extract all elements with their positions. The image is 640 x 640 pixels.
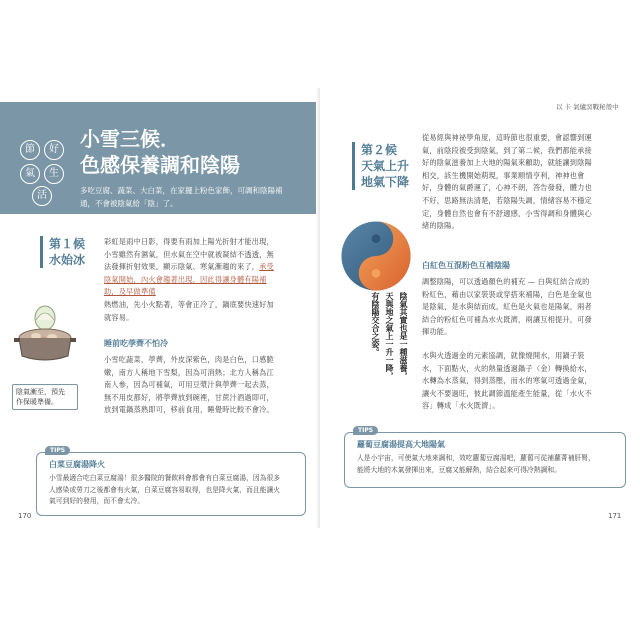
section-label-line: 水始冰 <box>49 253 86 267</box>
text-line: 氣，前陰段被受到陰氣，到了第二候，我們都能承接 <box>422 145 592 155</box>
text-line: 是陰氣，是水與結而成，紅色是火氣也是陽氣，兩者 <box>422 302 592 312</box>
illustration-caption <box>12 384 78 410</box>
text-line: 容」轉成「水火既濟」。 <box>422 401 500 411</box>
text-line: 南人參，因為可補氣，可用豆漿汁與荸薺一起去蒸， <box>104 380 274 390</box>
section-label-1 <box>40 236 85 268</box>
text-span: 法發揮折射效果，顯示陰氣、寒氣漸趨的來了， <box>104 262 260 272</box>
circle-char: 節 <box>20 140 40 160</box>
tips-box-left <box>36 447 306 516</box>
underlined-text: 助，及早做準備 <box>104 287 156 297</box>
section2-paragraph3 <box>422 350 628 413</box>
text-line: 好的陰氣滋養加上大地的陽氣來顧助，就能讓到陰陽 <box>422 158 592 168</box>
chapter-description <box>80 184 304 210</box>
description-line: 通，不會被陰氣給「陰」了。 <box>80 199 178 208</box>
right-page <box>320 88 640 528</box>
text-line: 放到電鍋蒸熟即可，移前食用，睡覺時比較不會冷。 <box>104 405 274 415</box>
section-label-line: 第１候 <box>49 237 86 251</box>
underlined-text: 承受 <box>259 262 274 272</box>
running-head: 以 卡 氣爐窯戰秘殼中 <box>556 103 619 111</box>
seasonal-circles <box>20 140 72 201</box>
section1-subheading: 睡前吃荸薺不怕冷 <box>104 339 168 348</box>
vertical-caption <box>366 292 412 420</box>
text-line: 揮功能。 <box>422 327 452 337</box>
section2-paragraph2 <box>422 276 628 339</box>
text-line: 讓火不要過旺，彼此調節溫能產生能量，從「水火不 <box>422 388 592 398</box>
vertical-caption-line: 有陰陽交合之姿。 <box>371 292 380 356</box>
left-page <box>0 88 320 528</box>
yin-yang-icon <box>340 220 412 292</box>
vertical-caption-line: 天與地之氣上一升一降， <box>385 292 394 380</box>
header-band <box>0 102 320 214</box>
text-line: 熱燃油，先小火點著，等會正冷了，鍋底要快速好加 <box>104 299 274 309</box>
text-line: 水轉為水蒸氣，得到蒸壓，而水的寒氣可透過金氣， <box>422 376 592 386</box>
tips-title: 白菜豆腐湯降火 <box>49 460 105 469</box>
text-line: 就容易。 <box>104 312 134 322</box>
circle-char: 活 <box>32 186 52 206</box>
underlined-text: 陰氣開始，內火會趨著出現，因此得讓身體有陽補 <box>104 274 267 284</box>
section-label-line: 地氣下降 <box>361 175 410 189</box>
text-line: 調整陰陽，可以透過顏色的補充 — 白與紅結合成的 <box>422 277 590 286</box>
text-line: 相交，該生機開始萌現，事業順情亨利，神神也會 <box>422 170 585 180</box>
text-line: 人是小宇宙，可使氣大地來調和，效吃蘿蔔豆腐湯吧，蘿蔔可從補蘿菁補肝腎， <box>357 454 595 462</box>
chapter-title-line: 色感保養調和陰陽 <box>80 153 240 177</box>
hotpot-illustration <box>14 304 76 364</box>
circle-char: 氣 <box>20 164 40 184</box>
section1-paragraph1 <box>104 236 310 324</box>
section2-paragraph1 <box>422 132 628 233</box>
tips-badge: TIPS <box>353 426 378 435</box>
section-label-2 <box>352 142 409 190</box>
circle-char: 好 <box>44 140 64 160</box>
text-line: 氣可到好的發用，而不會太冷。 <box>49 497 145 505</box>
text-line: 緒的陰陽。 <box>422 221 459 231</box>
chapter-title-line: 小雪三候． <box>80 127 180 151</box>
tips-box-right <box>344 427 626 488</box>
text-line: 粉紅色，藉由以家裝裝或穿搭來補陽，白色是金氣也 <box>422 289 592 299</box>
caption-line: 陰氣漸至，預先 <box>16 388 65 396</box>
caption-line: 作保暖準備。 <box>16 398 58 406</box>
section-label-line: 第２候 <box>361 143 398 157</box>
tips-text <box>357 453 595 476</box>
text-line: 不好，思路無法清楚，若陰陽失調，情緒容易不穩定 <box>422 195 592 205</box>
text-line: 人感染或勞刀之後都會有火氣，白菜豆腐容易取得，也是降火氣，而且能讓火 <box>49 485 281 494</box>
text-line: 嫩，南方人稱地下雪梨，因為可消熱；北方人稱為江 <box>104 367 274 377</box>
text-line <box>104 261 310 274</box>
text-line <box>104 286 310 299</box>
circle-char: 生 <box>44 164 64 184</box>
section1-paragraph2 <box>104 354 310 417</box>
tips-text <box>49 473 280 508</box>
page-number: 170 <box>18 512 32 520</box>
text-line: 從易經與神祕學角度，這時節也很重要，會認響到運 <box>422 133 592 142</box>
text-line: 小雪吃蔬菜，荸薺，外皮深紫色，肉是白色，口感脆 <box>104 355 274 364</box>
text-line: 水，下面點火，火的熱量透過鍋子（金）轉換給水， <box>422 363 592 373</box>
section2-subheading: 白紅色互混粉色互補陰陽 <box>422 261 510 270</box>
text-line: 無不用皮都好，將荸薺放到碗裡，甘蔗汁酒過即可， <box>104 392 274 402</box>
page-number: 171 <box>608 512 622 520</box>
text-line: 小雪雖然有濕氣，但水氣在空中就被凝結不透透，無 <box>104 249 274 259</box>
vertical-caption-line: 陰氣其實也是一種滋養， <box>399 292 408 380</box>
description-line: 多吃豆腐、蔬菜、大白菜，在家擺上粉色家飾，可調和陰陽補 <box>80 186 283 195</box>
text-line: 能將大地的木氣發揮出來，豆腐又能解熱，結合起來可得冷熱調和。 <box>357 465 561 474</box>
text-line: 好，身體的氣爵運了，心神不朗，答告發發，體力也 <box>422 183 592 193</box>
chapter-title <box>80 126 240 178</box>
tips-title: 蘿蔔豆腐湯提高大地陽氣 <box>357 440 445 449</box>
text-line: 小雪最適合吃白菜豆腐湯！很多醫院的餐飲料會都會有白菜豆腐湯，因為很多 <box>49 474 281 482</box>
text-line: 彩虹是雨中日影，得要有雨加上陽光折射才能出現， <box>104 237 274 246</box>
text-line: 水與火透過金的元素協調，就像燒開水，用鍋子裝 <box>422 351 585 360</box>
text-line: 定，身體自然也會有不舒適感，小雪得調和身體與心 <box>422 208 592 218</box>
book-spread <box>0 88 640 528</box>
text-line: 結合的粉紅色可補為水火既濟，兩讓互相提升，可發 <box>422 314 592 324</box>
tips-badge: TIPS <box>45 446 70 455</box>
section-label-line: 天氣上升 <box>361 159 410 173</box>
